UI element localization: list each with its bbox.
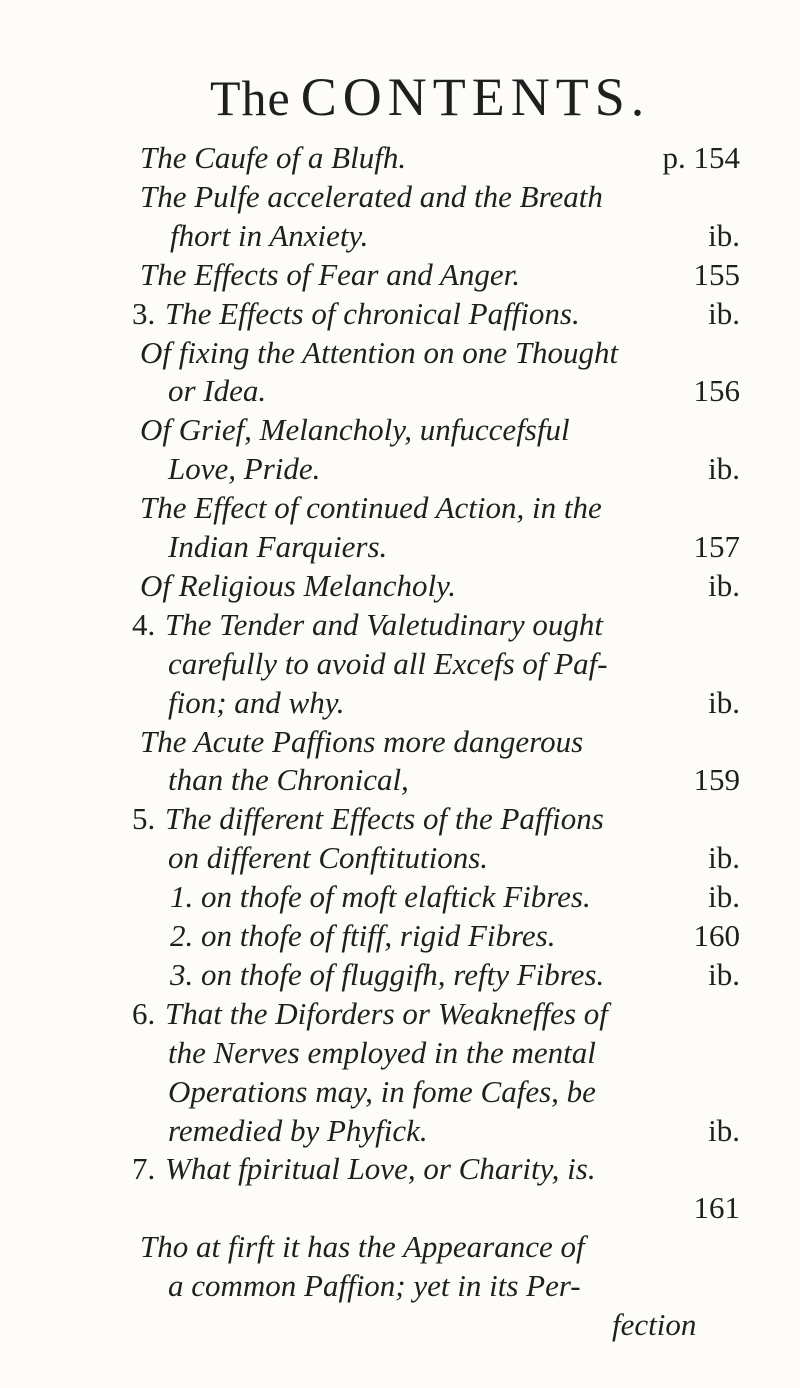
entry-page-number: ib. xyxy=(708,1112,740,1148)
entry-page-number: 160 xyxy=(693,918,740,953)
entry-page-number: ib. xyxy=(708,840,740,876)
entry-title: Indian Farquiers. xyxy=(168,529,388,564)
entry-title: The Tender and Valetudinary ought xyxy=(165,606,604,642)
entry-title: fion; and why. xyxy=(168,684,345,720)
entry-title: Of Religious Melancholy. xyxy=(140,567,456,603)
entry-page-number: 159 xyxy=(693,762,740,798)
entry-title: Of Grief, Melancholy, unfuccefsful xyxy=(140,412,570,448)
entry-page-number: ib. xyxy=(708,451,740,487)
entry-title: 1. on thofe of moft elaftick Fibres. xyxy=(170,879,591,915)
entry-title: on different Conftitutions. xyxy=(168,840,489,876)
entry-title: The Effects of chronical Paffions. xyxy=(165,295,580,331)
entry-title: 3. on thofe of fluggifh, refty Fibres. xyxy=(170,956,605,992)
entry-number: 5. xyxy=(132,801,156,837)
entry-title: Tho at firft it has the Appearance of xyxy=(140,1229,585,1265)
entry-number: 7. xyxy=(132,1151,156,1187)
entry-title: the Nerves employed in the mental xyxy=(168,1034,596,1070)
entry-number: 6. xyxy=(132,995,156,1031)
entry-title: The Effect of continued Action, in the xyxy=(140,490,602,526)
entry-page-number: 156 xyxy=(693,373,740,409)
entry-page-number: 161 xyxy=(693,1190,740,1226)
entry-page-number: p. 154 xyxy=(662,140,740,175)
entry-title: The Caufe of a Blufh. xyxy=(140,140,407,175)
entry-page-number: 155 xyxy=(693,256,740,292)
entry-title: or Idea. xyxy=(168,373,267,409)
entry-page-number: 157 xyxy=(693,529,740,564)
entry-title: fection xyxy=(612,1307,697,1342)
entry-page-number: ib. xyxy=(708,684,740,720)
entry-title: The different Effects of the Paffions xyxy=(165,801,604,837)
entry-title: carefully to avoid all Excefs of Paf- xyxy=(168,645,608,681)
entry-page-number: ib. xyxy=(708,217,740,253)
entry-title: remedied by Phyfick. xyxy=(168,1112,428,1148)
entry-title: 2. on thofe of ftiff, rigid Fibres. xyxy=(170,918,556,953)
entry-title: The Acute Paffions more dangerous xyxy=(140,723,584,759)
entry-title: than the Chronical, xyxy=(168,762,409,798)
entry-page-number: ib. xyxy=(708,295,740,331)
contents-entry xyxy=(0,1302,740,1348)
entry-title: That the Diforders or Weakneffes of xyxy=(165,995,608,1031)
entry-page-number: ib. xyxy=(708,956,740,992)
header-lead: The xyxy=(210,70,291,126)
header-title: CONTENTS. xyxy=(300,67,651,127)
page-header xyxy=(210,67,670,127)
entry-title: The Effects of Fear and Anger. xyxy=(140,256,520,292)
entry-title: Of fixing the Attention on one Thought xyxy=(140,334,619,370)
entry-title: Operations may, in fome Cafes, be xyxy=(168,1073,596,1109)
entry-page-number: ib. xyxy=(708,879,740,915)
entry-title: fhort in Anxiety. xyxy=(170,217,369,253)
entry-number: 3. xyxy=(132,295,156,331)
entry-title: What fpiritual Love, or Charity, is. xyxy=(165,1151,596,1187)
entry-page-number: ib. xyxy=(708,567,740,603)
entry-title: a common Paffion; yet in its Per- xyxy=(168,1268,581,1304)
entry-title: The Pulfe accelerated and the Breath xyxy=(140,178,603,214)
entry-number: 4. xyxy=(132,606,156,642)
entry-title: Love, Pride. xyxy=(168,451,321,487)
